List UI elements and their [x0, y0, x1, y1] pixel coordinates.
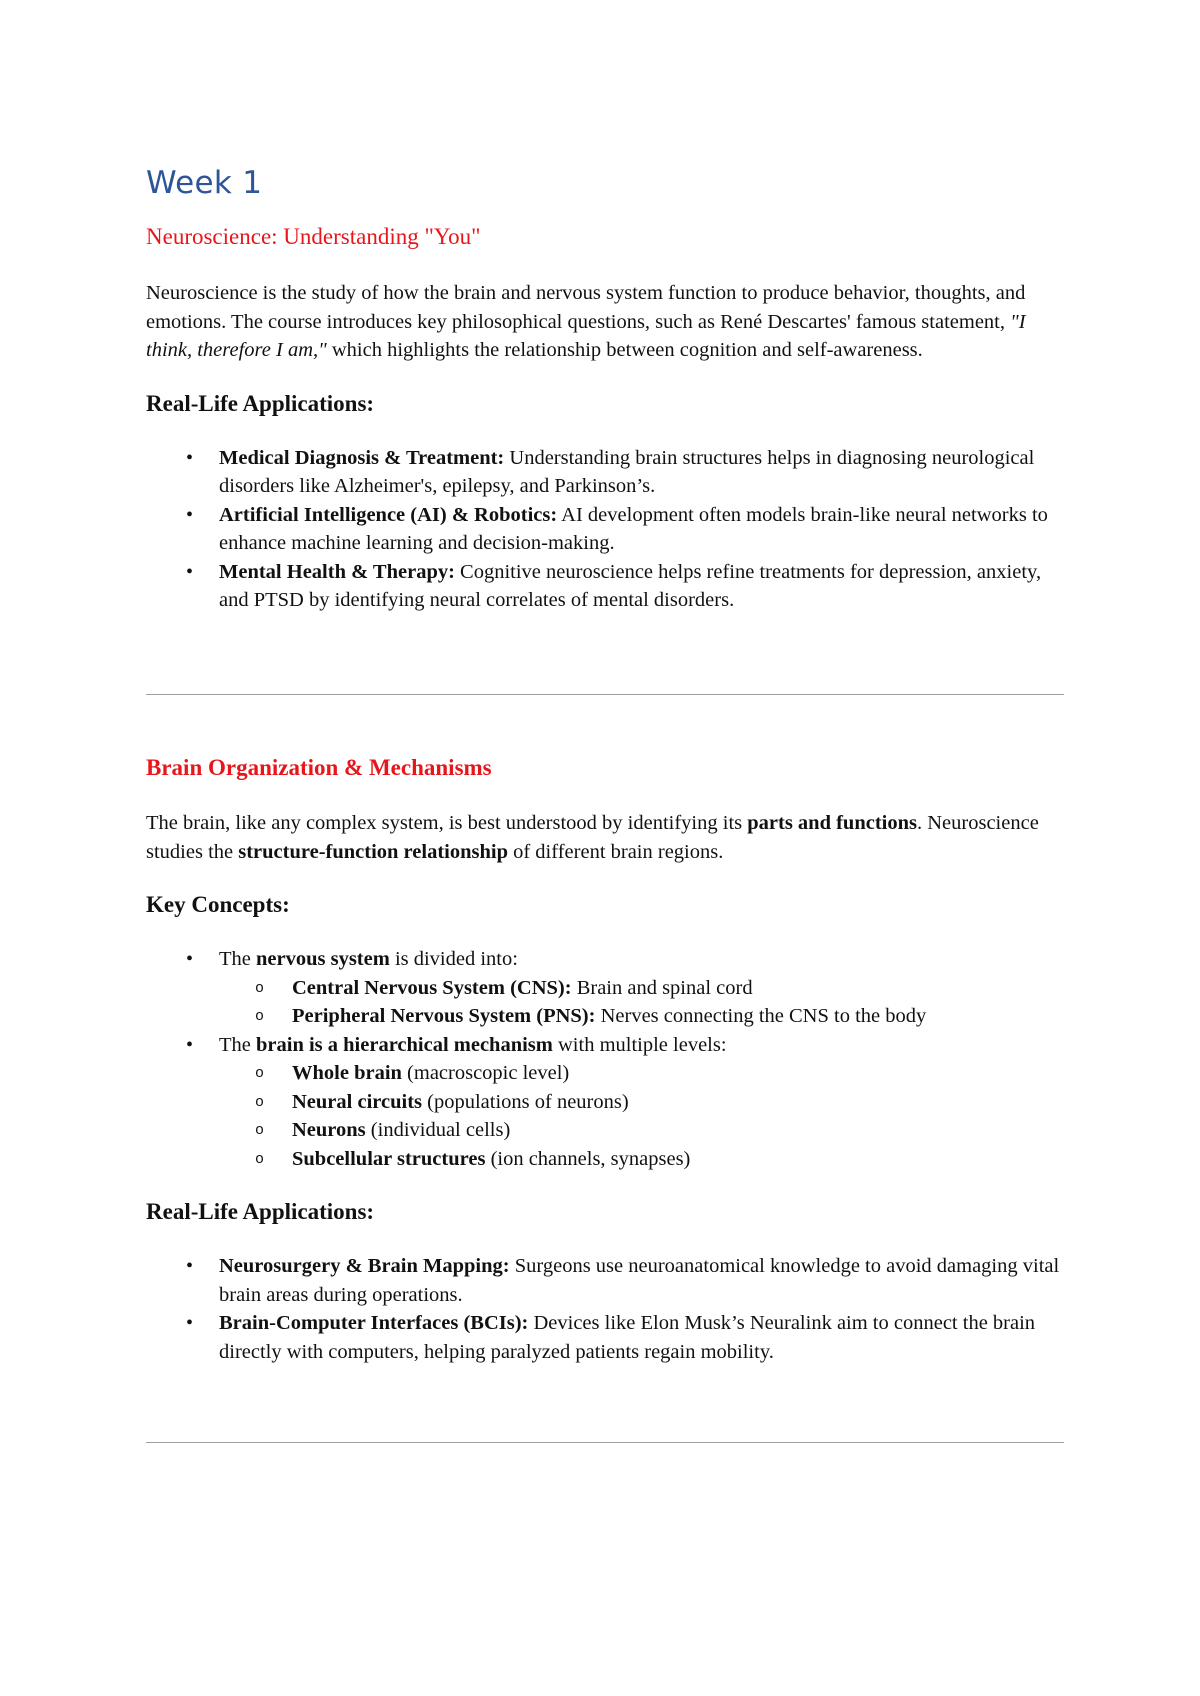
section-heading: Neuroscience: Understanding "You" — [146, 224, 481, 249]
bullet-icon: • — [186, 560, 194, 583]
horizontal-divider — [146, 1442, 1064, 1443]
list-item — [146, 945, 1064, 1031]
item-text: AI development often models brain-like neural networks to enhance machine learning and decision-making. — [219, 503, 1048, 554]
item-text: is divided into: — [389, 948, 518, 970]
sub-bullet-icon: o — [255, 1093, 265, 1111]
horizontal-divider — [146, 694, 1064, 695]
bullet-icon: • — [186, 1312, 194, 1334]
sub-list — [219, 974, 1064, 1031]
item-text: Understanding brain structures helps in diagnosing neurological disorders like Alzheimer's, epilepsy, and Parkinson’s. — [219, 446, 1035, 497]
sub-bullet-icon: o — [255, 1008, 265, 1025]
descartes-quote: "I think, therefore I am," — [146, 310, 1026, 361]
item-text: (macroscopic level) — [401, 1062, 570, 1084]
sub-list-item — [219, 1002, 1064, 1031]
item-title: Mental Health & Therapy: — [219, 560, 455, 583]
sub-list — [219, 1059, 1064, 1173]
intro-text: The brain, like any complex system, is best understood by identifying its — [146, 812, 748, 834]
key-concepts-heading: Key Concepts: — [146, 892, 290, 917]
bullet-icon: • — [186, 948, 194, 970]
list-item — [146, 1031, 1064, 1174]
section-brain-organization — [146, 753, 1064, 1366]
applications-heading: Real-Life Applications: — [146, 390, 375, 416]
sub-bullet-icon: o — [255, 979, 265, 997]
intro-text-part2: which highlights the relationship between cognition and self-awareness. — [326, 339, 923, 361]
item-title: Central Nervous System (CNS): — [292, 976, 572, 999]
applications-heading: Real-Life Applications: — [146, 1199, 375, 1224]
sub-bullet-icon: o — [255, 1122, 265, 1139]
sub-list-item — [219, 974, 1064, 1003]
item-text: with multiple levels: — [552, 1033, 727, 1056]
sub-bullet-icon: o — [255, 1065, 265, 1082]
item-title: Neurosurgery & Brain Mapping: — [219, 1255, 510, 1277]
intro-text: of different brain regions. — [507, 840, 724, 863]
intro-bold: parts and functions — [747, 812, 917, 834]
intro-text: . Neuroscience studies the — [146, 812, 1039, 863]
section-heading: Brain Organization & Mechanisms — [146, 755, 492, 780]
intro-bold: structure-function relationship — [238, 840, 508, 863]
sub-list-item — [219, 1088, 1064, 1117]
item-bold: brain is a hierarchical mechanism — [256, 1033, 553, 1056]
item-text: (populations of neurons) — [422, 1090, 629, 1113]
sub-bullet-icon: o — [255, 1150, 265, 1168]
item-title: Neurons — [292, 1119, 366, 1141]
item-text: Brain and spinal cord — [571, 976, 753, 999]
week-title: Week 1 — [146, 165, 263, 201]
intro-paragraph — [146, 809, 1064, 866]
concepts-list — [146, 945, 1064, 1173]
list-item — [146, 558, 1064, 615]
item-text: (ion channels, synapses) — [485, 1147, 691, 1170]
item-text: Cognitive neuroscience helps refine treatments for depression, anxiety, and PTSD by identifying neural correlates of mental disorders. — [219, 560, 1042, 611]
bullet-icon: • — [186, 1255, 194, 1277]
item-title: Neural circuits — [292, 1090, 422, 1113]
sub-list-item — [219, 1145, 1064, 1174]
bullet-icon: • — [186, 446, 194, 469]
intro-paragraph — [146, 279, 1064, 365]
section-neuroscience — [146, 222, 1064, 615]
item-bold: nervous system — [256, 948, 390, 970]
list-item — [146, 444, 1064, 501]
item-text: (individual cells) — [365, 1119, 511, 1141]
item-title: Whole brain — [292, 1062, 402, 1084]
sub-list-item — [219, 1116, 1064, 1145]
item-title: Subcellular structures — [292, 1147, 486, 1170]
bullet-icon: • — [186, 503, 194, 526]
sub-list-item — [219, 1059, 1064, 1088]
intro-text-part1: Neuroscience is the study of how the brain and nervous system function to produce behavior, thoughts, and emotions. The course introduces key philosophical questions, such as René Descartes' famous statement, — [146, 282, 1026, 333]
item-text: Nerves connecting the CNS to the body — [595, 1005, 927, 1027]
item-title: Peripheral Nervous System (PNS): — [292, 1005, 596, 1027]
item-text: The — [219, 948, 256, 970]
item-text: Devices like Elon Musk’s Neuralink aim to connect the brain directly with computers, helping paralyzed patients regain mobility. — [219, 1312, 1036, 1363]
bullet-icon: • — [186, 1033, 194, 1056]
item-text: Surgeons use neuroanatomical knowledge to avoid damaging vital brain areas during operations. — [219, 1255, 1060, 1306]
list-item — [146, 1309, 1064, 1366]
applications-list — [146, 444, 1064, 615]
item-title: Brain-Computer Interfaces (BCIs): — [219, 1312, 529, 1334]
list-item — [146, 501, 1064, 558]
list-item — [146, 1252, 1064, 1309]
item-title: Medical Diagnosis & Treatment: — [219, 446, 505, 469]
item-text: The — [219, 1033, 256, 1056]
item-title: Artificial Intelligence (AI) & Robotics: — [219, 503, 558, 526]
applications-list — [146, 1252, 1064, 1366]
